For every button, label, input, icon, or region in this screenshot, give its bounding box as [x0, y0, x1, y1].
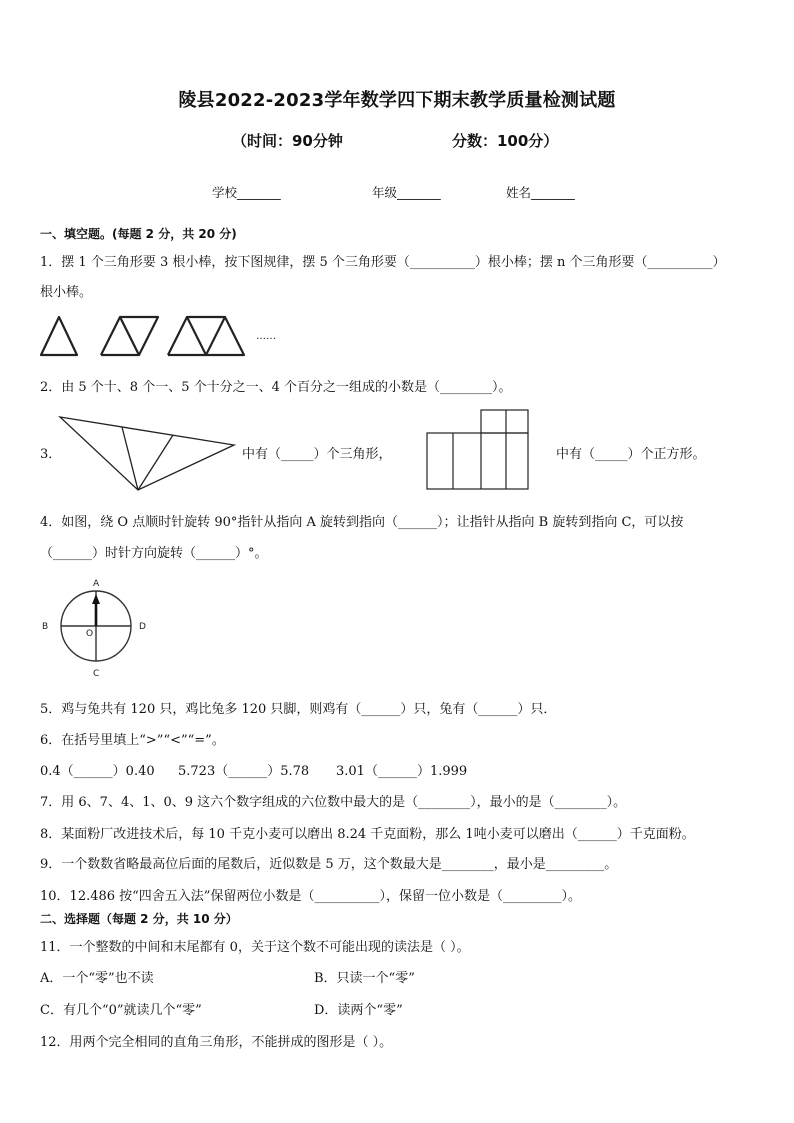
square-count-figure	[426, 409, 530, 491]
grade-field: 年级_______	[372, 185, 441, 200]
question-6: 6．在括号里填上“>”“<”“=”。	[40, 733, 225, 748]
pattern-ellipsis: ……	[256, 331, 276, 342]
question-12: 12．用两个完全相同的直角三角形，不能拼成的图形是（ ）。	[40, 1035, 393, 1050]
section-2-heading: 二、选择题（每题 2 分，共 10 分）	[40, 912, 238, 926]
question-3-part-2: 中有（_____）个正方形。	[556, 447, 706, 462]
rotation-dial-figure	[40, 578, 160, 680]
question-9: 9．一个数数省略最高位后面的尾数后，近似数是 5 万，这个数最大是________，最小是_________。	[40, 857, 618, 872]
question-1-line-1: 1．摆 1 个三角形要 3 根小棒，按下图规律，摆 5 个三角形要（__________）根小棒；摆 n 个三角形要（__________）	[40, 255, 726, 270]
triangle-one	[41, 317, 77, 355]
question-11-option-b: B．只读一个“零”	[314, 971, 415, 986]
question-7: 7．用 6、7、4、1、0、9 这六个数字组成的六位数中最大的是（________），最小的是（________）。	[40, 795, 627, 810]
question-11-option-a: A．一个“零”也不读	[40, 971, 154, 986]
question-6-item-3: 3.01（______）1.999	[336, 764, 468, 779]
school-field: 学校_______	[212, 185, 281, 200]
name-field: 姓名_______	[506, 185, 575, 200]
question-4-line-2: （______）时针方向旋转（______）°。	[40, 546, 268, 561]
question-5: 5．鸡与兔共有 120 只，鸡比兔多 120 只脚，则鸡有（______）只，兔有（______）只．	[40, 702, 557, 717]
dial-label-a: A	[93, 579, 100, 589]
question-8: 8．某面粉厂改进技术后，每 10 千克小麦可以磨出 8.24 千克面粉，那么 1吨小麦可以磨出（______）千克面粉。	[40, 827, 695, 842]
question-1-line-2: 根小棒。	[40, 285, 93, 300]
dial-label-c: C	[93, 669, 100, 679]
page-title: 陵县2022-2023学年数学四下期末教学质量检测试题	[178, 90, 616, 111]
question-6-item-2: 5.723（______）5.78	[178, 764, 310, 779]
triangles-two	[101, 317, 158, 355]
question-11-option-d: D．读两个“零”	[314, 1003, 403, 1018]
question-11-option-c: C．有几个“0”就读几个“零”	[40, 1003, 202, 1018]
triangle-count-figure	[58, 414, 238, 494]
dial-label-d: D	[139, 622, 146, 632]
question-2: 2．由 5 个十、8 个一、5 个十分之一、4 个百分之一组成的小数是（________）。	[40, 380, 512, 395]
triangles-three	[168, 317, 244, 355]
question-4-line-1: 4．如图，绕 O 点顺时针旋转 90°指针从指向 A 旋转到指向（______）；让指针从指向 B 旋转到指向 C，可以按	[40, 515, 684, 530]
exam-time: （时间：90分钟	[232, 132, 343, 150]
question-11: 11．一个整数的中间和末尾都有 0，关于这个数不可能出现的读法是（ ）。	[40, 940, 470, 955]
question-3-part-1: 中有（_____）个三角形，	[242, 447, 392, 462]
dial-label-b: B	[42, 622, 49, 632]
question-6-item-1: 0.4（______）0.40	[40, 764, 155, 779]
triangle-pattern-figure	[38, 313, 278, 359]
question-10: 10．12.486 按“四舍五入法”保留两位小数是（__________），保留一位小数是（_________）。	[40, 889, 581, 904]
exam-score: 分数：100分）	[452, 132, 559, 150]
pointer-arrow-icon	[92, 594, 100, 604]
section-1-heading: 一、填空题。(每题 2 分，共 20 分)	[40, 227, 237, 241]
dial-label-o: O	[86, 629, 94, 639]
question-3-number: 3．	[40, 447, 62, 462]
